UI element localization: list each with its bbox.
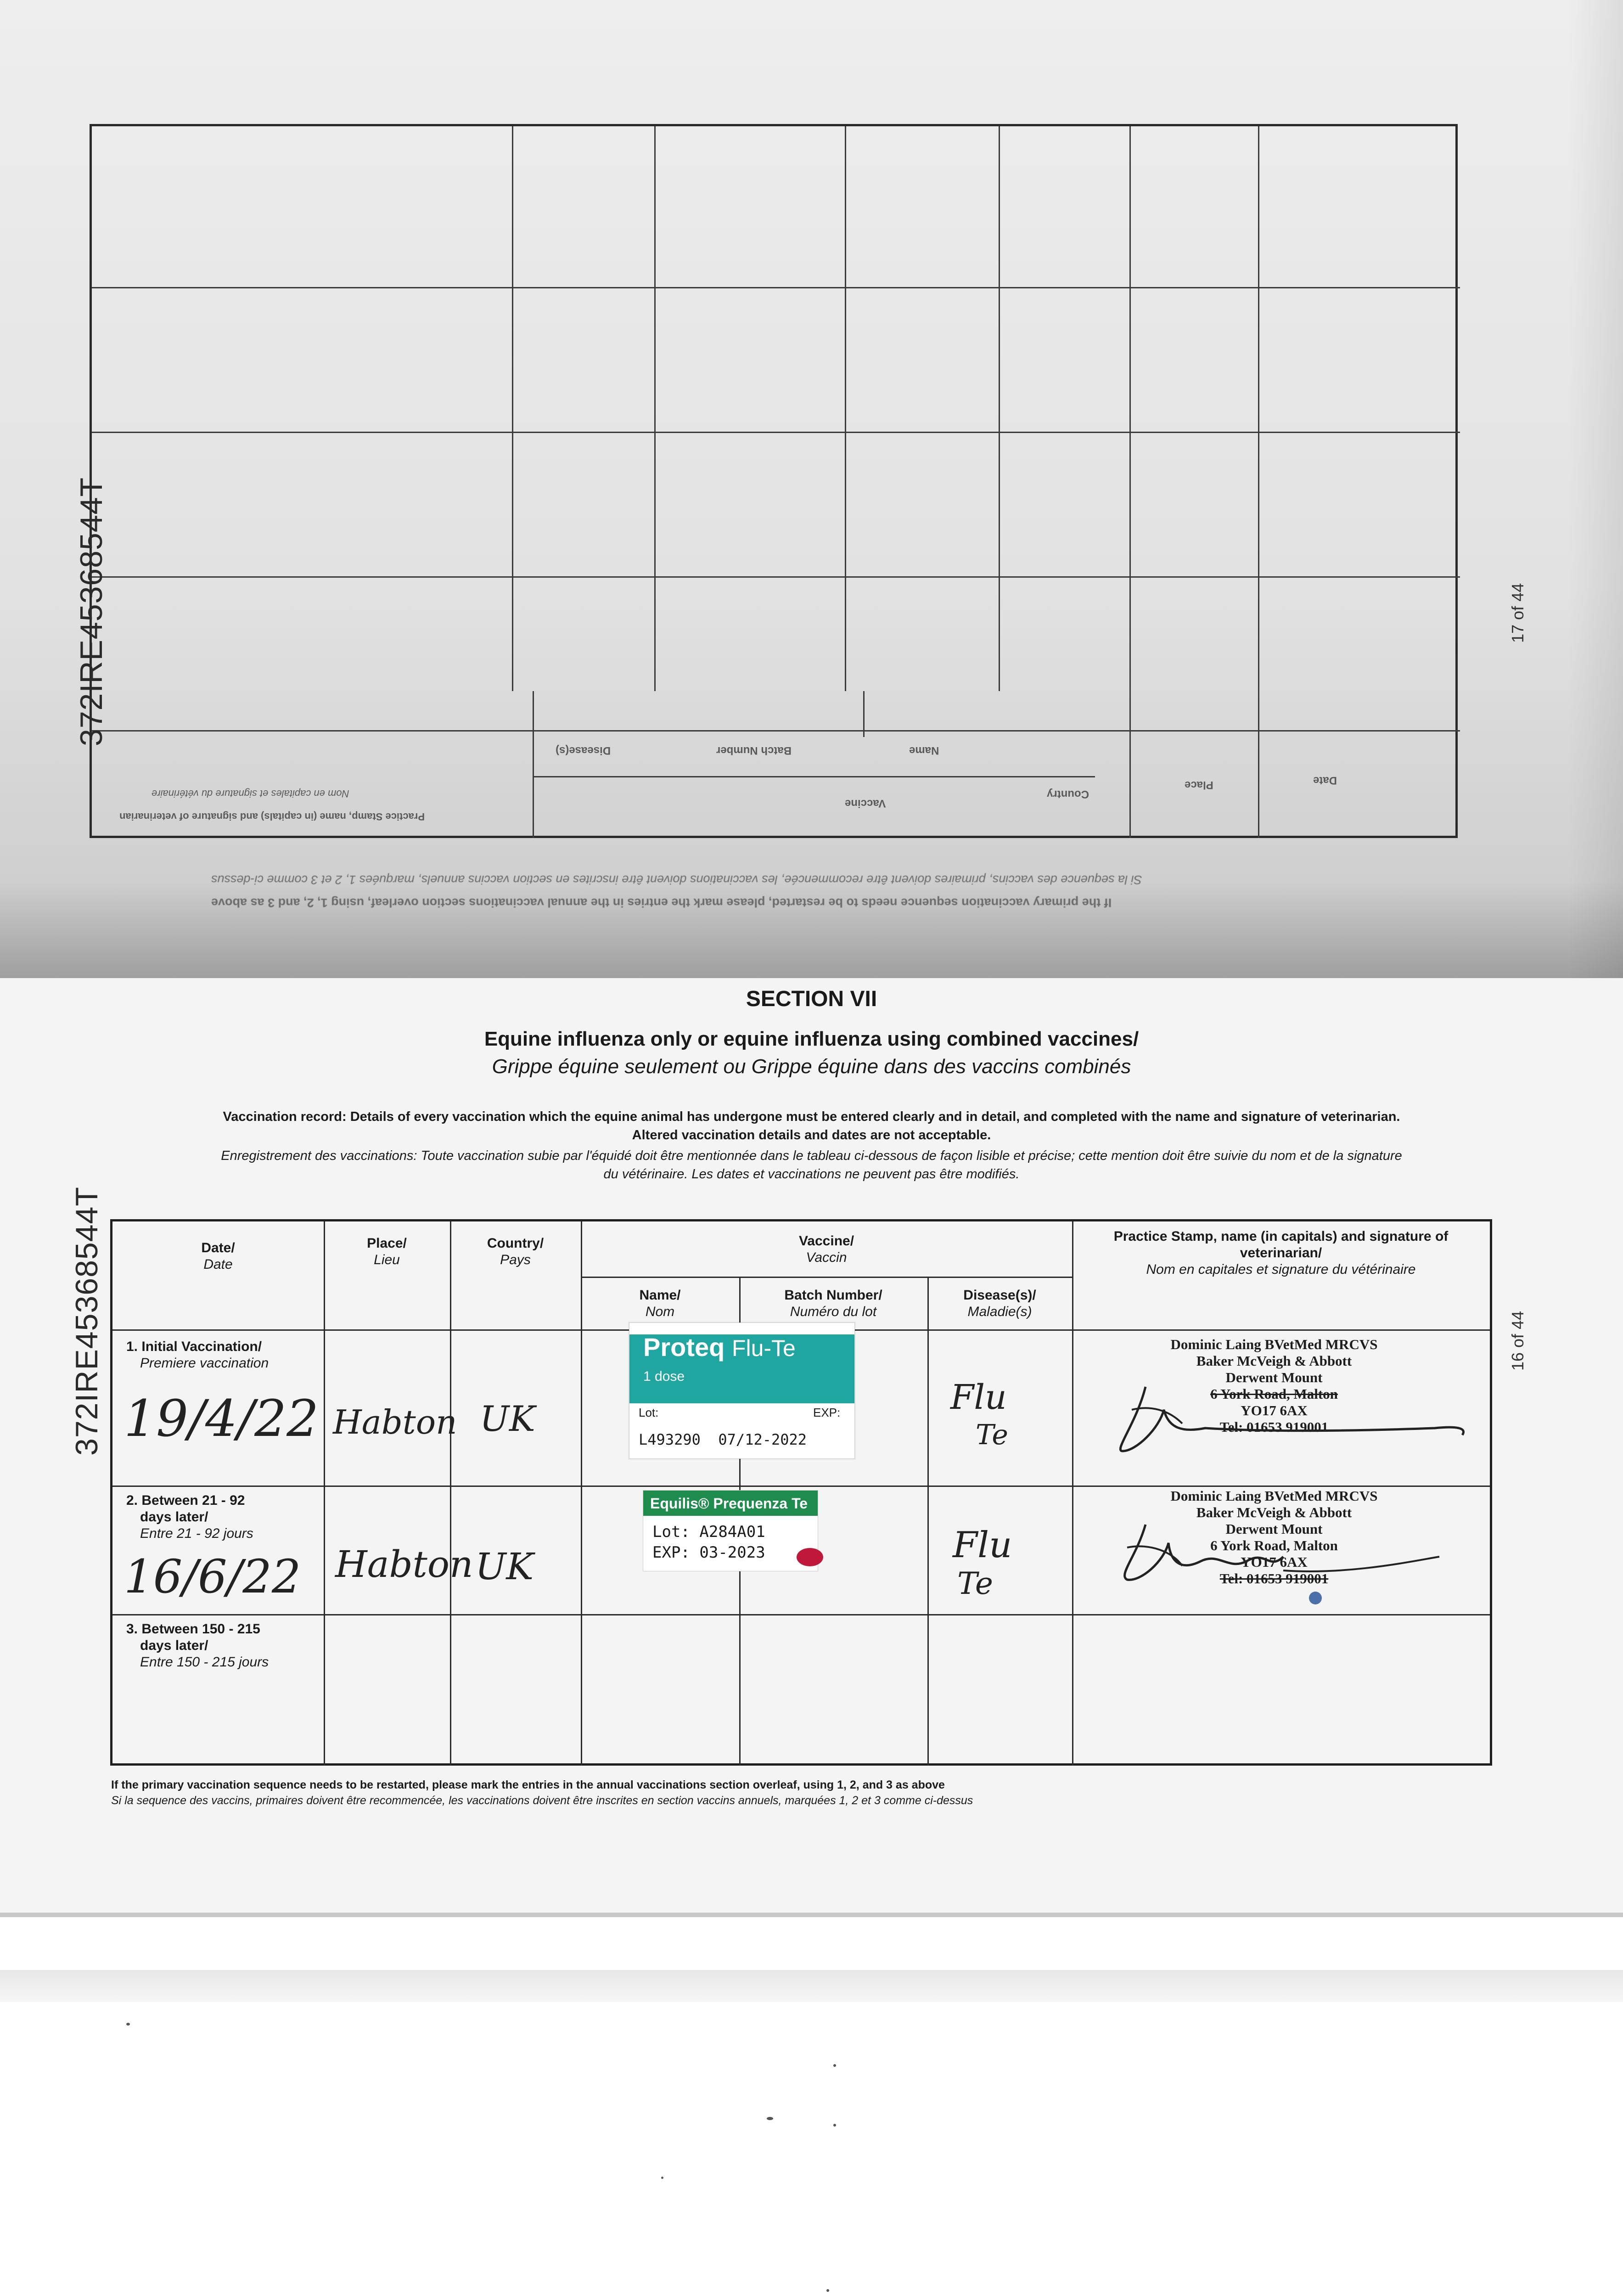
top-page [0, 0, 1623, 978]
header-name: Name/ Nom [639, 1288, 681, 1319]
header-stamp: Practice Stamp, name (in capitals) and signature of veterinarian/ Nom en capitales et signature du vétérinaire [1113, 1229, 1449, 1277]
top-header-disease: Disease(s) [556, 744, 611, 757]
top-header-batch: Batch Number [716, 744, 792, 757]
scan-speck [826, 2289, 829, 2292]
scan-speck [767, 2117, 773, 2120]
header-date: Date/ Date [201, 1240, 235, 1272]
row-2-place: Habton [335, 1543, 473, 1586]
section-title: SECTION VII [746, 987, 877, 1011]
row-1-place: Habton [333, 1403, 457, 1441]
vet-signature-1 [1095, 1359, 1485, 1479]
note-en-2: Altered vaccination details and dates are not acceptable. [632, 1128, 991, 1142]
top-header-country: Country [1047, 788, 1089, 800]
scan-speck [833, 2064, 836, 2067]
row-2-disease-1: Flu [953, 1525, 1012, 1566]
passport-id-top: 372IRE45368544T [74, 477, 109, 746]
top-header-stamp-fr: Nom en capitales et signature du vétérinaire [152, 788, 349, 799]
top-header-vaccine: Vaccine [845, 797, 886, 810]
header-disease: Disease(s)/ Maladie(s) [963, 1288, 1036, 1319]
header-country: Country/ Pays [487, 1236, 544, 1267]
page-number-top: 17 of 44 [1508, 583, 1527, 643]
scan-speck [833, 2124, 836, 2127]
equilis-vaccine-label [643, 1490, 818, 1571]
row-1-country: UK [480, 1398, 535, 1439]
proteq-exp-label: EXP: [813, 1406, 841, 1419]
row-2-label: 2. Between 21 - 92 days later/ Entre 21 - 92 jours [126, 1493, 253, 1541]
scan-speck [126, 2023, 130, 2026]
top-vaccination-table [90, 124, 1458, 838]
note-en-1: Vaccination record: Details of every vaccination which the equine animal has undergone must be entered clearly and in detail, and completed with the name and signature of veterinarian. [223, 1109, 1400, 1124]
row-1-label: 1. Initial Vaccination/ Premiere vaccination [126, 1339, 269, 1371]
page-number-bottom: 16 of 44 [1508, 1311, 1527, 1371]
top-header-stamp: Practice Stamp, name (in capitals) and signature of veterinarian [119, 811, 425, 822]
note-fr-2: du vétérinaire. Les dates et vaccinations ne peuvent pas être modifiés. [603, 1167, 1020, 1182]
vet-stamp-2: Dominic Laing BVetMed MRCVS Baker McVeigh & Abbott Derwent Mount 6 York Road, Malton YO17 6AX Tel: 01653 919001 [1170, 1488, 1378, 1587]
row-2-date: 16/6/22 [124, 1550, 301, 1604]
title-en: Equine influenza only or equine influenza using combined vaccines/ [484, 1028, 1139, 1050]
header-vaccine: Vaccine/ Vaccin [798, 1233, 854, 1265]
proteq-lot-label: Lot: [639, 1406, 659, 1419]
top-header-date: Date [1313, 774, 1337, 787]
proteq-lot-exp-values: L493290 07/12-2022 [639, 1431, 807, 1448]
proteq-vaccine-label [629, 1322, 855, 1459]
top-footer-fr: Si la sequence des vaccins, primaires doivent être recommencée, les vaccinations doivent être inscrites en section vaccins annuels, marquées 1, 2 et 3 comme ci-dessus [211, 873, 1142, 887]
proteq-dose: 1 dose [643, 1369, 685, 1384]
equilis-exp: EXP: 03-2023 [652, 1543, 765, 1562]
header-place: Place/ Lieu [367, 1236, 407, 1267]
equilis-lot: Lot: A284A01 [652, 1523, 765, 1541]
equilis-red-mark [797, 1548, 823, 1566]
footer-fr: Si la sequence des vaccins, primaires doivent être recommencée, les vaccinations doivent être inscrites en section vaccins annuels, marquées 1, 2 et 3 comme ci-dessus [111, 1794, 973, 1807]
top-header-place: Place [1185, 779, 1213, 791]
vet-stamp-1: Dominic Laing BVetMed MRCVS Baker McVeigh & Abbott Derwent Mount 6 York Road, Malton YO17 6AX Tel: 01653 919001 [1170, 1336, 1378, 1435]
equilis-brand: Equilis® Prequenza Te [650, 1495, 808, 1512]
row-2-disease-2: Te [957, 1566, 993, 1601]
row-1-disease-1: Flu [950, 1378, 1007, 1417]
title-fr: Grippe équine seulement ou Grippe équine dans des vaccins combinés [492, 1055, 1131, 1078]
row-1-date: 19/4/22 [124, 1389, 319, 1448]
page-edge-lower [0, 1970, 1623, 2002]
passport-id-bottom: 372IRE45368544T [69, 1187, 104, 1456]
top-header-name: Name [909, 744, 939, 757]
row-3-label: 3. Between 150 - 215 days later/ Entre 150 - 215 jours [126, 1621, 269, 1670]
footer-en: If the primary vaccination sequence needs to be restarted, please mark the entries in the annual vaccinations section overleaf, using 1, 2, and 3 as above [111, 1778, 945, 1791]
row-1-disease-2: Te [976, 1419, 1008, 1451]
header-batch: Batch Number/ Numéro du lot [784, 1288, 882, 1319]
page-edge [0, 1913, 1623, 1917]
note-fr-1: Enregistrement des vaccinations: Toute vaccination subie par l'équidé doit être mentionnée dans le tableau ci-dessous de façon lisible et précise; cette mention doit être suivie du nom et de la signature [221, 1148, 1402, 1163]
vet-signature-2 [1090, 1506, 1481, 1607]
top-footer-en: If the primary vaccination sequence needs to be restarted, please mark the entries in the annual vaccinations section overleaf, using 1, 2, and 3 as above [211, 896, 1112, 910]
scan-speck [661, 2177, 663, 2179]
proteq-brand: Proteq Flu-Te [643, 1333, 796, 1362]
row-2-country: UK [475, 1545, 534, 1588]
